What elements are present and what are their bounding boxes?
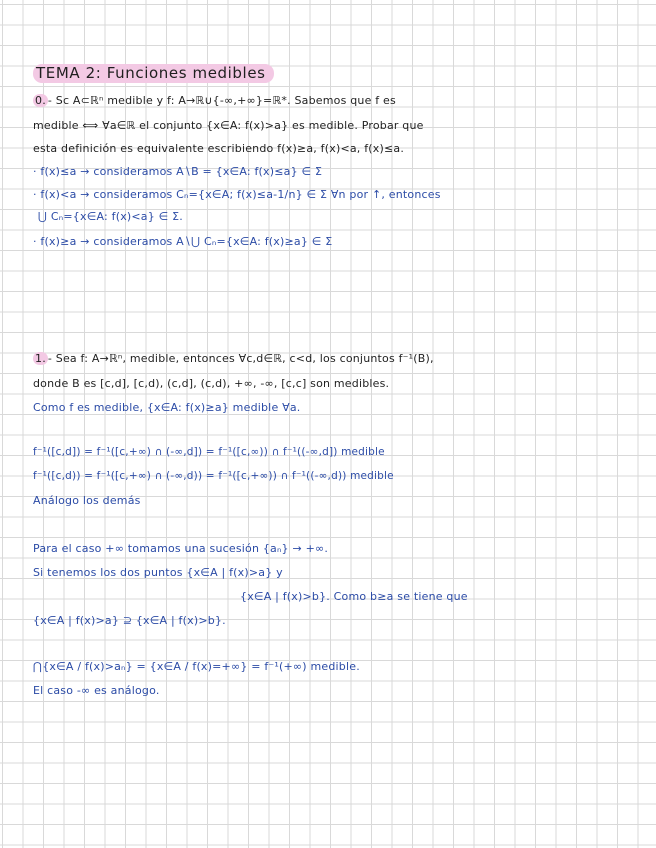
exercise-0-text-1: - Sc A⊂ℝⁿ medible y f: A→ℝ∪{-∞,+∞}=ℝ*. Sabemos que f es — [47, 94, 396, 107]
exercise-1-line-7: Para el caso +∞ tomamos una sucesión {aₙ} → +∞. — [33, 542, 329, 555]
exercise-1-number: 1. — [35, 352, 46, 365]
exercise-1-line-11: ⋂{x∈A / f(x)>aₙ} = {x∈A / f(x)=+∞} = f⁻¹(+∞) medible. — [33, 660, 360, 673]
exercise-0-bullet-2: · f(x)<a → consideramos Cₙ={x∈A; f(x)≤a-1/n} ∈ Σ ∀n por ↑, entonces — [33, 188, 441, 201]
exercise-1-line-3: Como f es medible, {x∈A: f(x)≥a} medible ∀a. — [33, 401, 301, 414]
exercise-1-line-4: f⁻¹([c,d]) = f⁻¹([c,+∞) ∩ (-∞,d]) = f⁻¹([c,∞)) ∩ f⁻¹((-∞,d]) medible — [33, 446, 385, 458]
exercise-0-bullet-1: · f(x)≤a → consideramos A∖B = {x∈A: f(x)≤a} ∈ Σ — [33, 165, 323, 178]
exercise-1-text-1: - Sea f: A→ℝⁿ, medible, entonces ∀c,d∈ℝ, c<d, los conjuntos f⁻¹(B), — [47, 352, 434, 365]
exercise-1-line-8: Si tenemos los dos puntos {x∈A | f(x)>a} y — [33, 566, 283, 579]
exercise-0-statement-line-3: esta definición es equivalente escribiendo f(x)≥a, f(x)<a, f(x)≤a. — [33, 142, 405, 155]
exercise-1-statement-line-2: donde B es [c,d], [c,d), (c,d], (c,d), +∞, -∞, [c,c] son medibles. — [33, 377, 390, 390]
exercise-0-number: 0. — [35, 94, 46, 107]
exercise-1-line-6: Análogo los demás — [33, 494, 141, 507]
exercise-0-bullet-2-union: ⋃ Cₙ={x∈A: f(x)<a} ∈ Σ. — [38, 210, 183, 223]
exercise-1-line-10: {x∈A | f(x)>a} ⊇ {x∈A | f(x)>b}. — [33, 614, 226, 627]
exercise-1-statement-line-1 — [33, 352, 434, 365]
exercise-1-line-12: El caso -∞ es análogo. — [33, 684, 160, 697]
exercise-0-bullet-3: · f(x)≥a → consideramos A∖⋃ Cₙ={x∈A: f(x)≥a} ∈ Σ — [33, 235, 333, 248]
exercise-0-statement-line-2: medible ⟺ ∀a∈ℝ el conjunto {x∈A: f(x)>a} es medible. Probar que — [33, 119, 424, 132]
exercise-1-line-5: f⁻¹([c,d)) = f⁻¹([c,+∞) ∩ (-∞,d)) = f⁻¹([c,+∞)) ∩ f⁻¹((-∞,d)) medible — [33, 470, 394, 482]
exercise-0-statement-line-1 — [33, 94, 396, 107]
exercise-1-line-9: {x∈A | f(x)>b}. Como b≥a se tiene que — [240, 590, 468, 603]
page-title: TEMA 2: Funciones medibles — [33, 64, 274, 83]
